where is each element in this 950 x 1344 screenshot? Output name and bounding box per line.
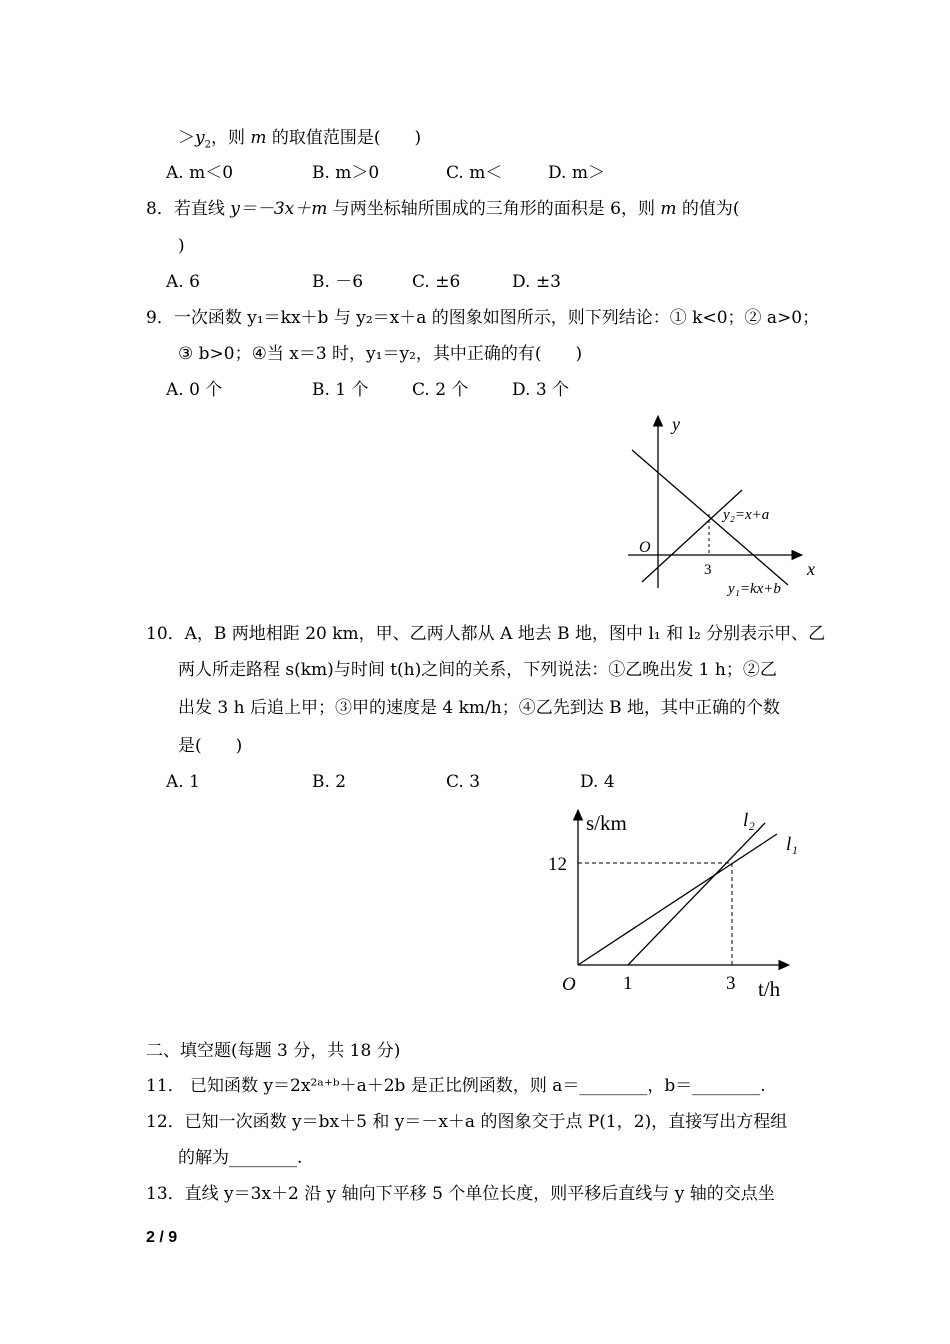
q7-option-c: C. m＜ [446, 163, 503, 183]
q10-line-l2 [628, 823, 765, 965]
q9-option-a: A. 0 个 [166, 380, 223, 400]
page-number: 2 / 9 [146, 1229, 178, 1246]
q7-option-a: A. m＜0 [166, 163, 234, 183]
q9-tick-3: 3 [704, 562, 712, 578]
q10-x-tick-1: 1 [623, 973, 633, 994]
q10-y-axis-label: s/km [586, 811, 627, 835]
q10-option-a: A. 1 [166, 772, 200, 792]
q10-origin-label: O [562, 974, 576, 995]
q9-stem-line2: ③ b>0；④当 x＝3 时，y₁＝y₂，其中正确的有( ) [178, 344, 583, 364]
q10-x-tick-3: 3 [726, 973, 736, 994]
q8-option-c: C. ±6 [412, 272, 461, 292]
q9-figure [620, 410, 820, 605]
q9-x-axis-label: x [807, 559, 815, 579]
q10-figure [540, 800, 815, 1005]
q10-label-l2: l₂ [743, 810, 755, 831]
q10-x-axis-label: t/h [758, 977, 781, 1001]
q10-line-l1 [578, 834, 777, 965]
q9-line-y2 [642, 490, 742, 582]
q9-option-c: C. 2 个 [412, 380, 469, 400]
q9-option-d: D. 3 个 [512, 380, 570, 400]
q9-origin-label: O [639, 539, 651, 556]
q10-option-c: C. 3 [446, 772, 481, 792]
q9-label-y1: y₁=kx+b [728, 581, 781, 597]
q9-y-axis-label: y [672, 414, 680, 434]
q8-option-a: A. 6 [166, 272, 200, 292]
q12-stem-line1: 12．已知一次函数 y＝bx＋5 和 y＝－x＋a 的图象交于点 P(1，2)，直接写出方程组 [146, 1112, 788, 1132]
q8-option-b: B. －6 [312, 272, 364, 292]
q10-stem-line1: 10．A，B 两地相距 20 km，甲、乙两人都从 A 地去 B 地，图中 l₁ 和 l₂ 分别表示甲、乙 [146, 624, 826, 644]
q10-stem-line3: 出发 3 h 后追上甲；③甲的速度是 4 km/h；④乙先到达 B 地，其中正确的个数 [178, 698, 780, 718]
q10-label-l1: l₁ [786, 834, 798, 855]
q11-stem: 11． 已知函数 y＝2x²ᵃ⁺ᵇ＋a＋2b 是正比例函数，则 a＝________，b＝________. [146, 1076, 766, 1096]
q8-stem: 8．若直线 y＝－3x＋m 与两坐标轴所围成的三角形的面积是 6，则 m 的值为( [146, 199, 740, 219]
q12-stem-line2: 的解为________. [178, 1148, 303, 1168]
q8-stem-end: ) [178, 236, 185, 256]
q9-stem-line1: 9．一次函数 y₁＝kx＋b 与 y₂＝x＋a 的图象如图所示，则下列结论：① k<0；② a>0； [146, 308, 820, 328]
q7-continuation: $>y_2$，则 m 的取值范围是( ) [178, 128, 422, 151]
q9-label-y2: y₂=x+a [723, 507, 770, 523]
q7-option-d: D. m＞ [548, 163, 605, 183]
q13-stem-line1: 13．直线 y＝3x＋2 沿 y 轴向下平移 5 个单位长度，则平移后直线与 y 轴的交点坐 [146, 1184, 775, 1204]
q10-y-tick-12: 12 [548, 854, 567, 875]
q10-stem-line4: 是( ) [178, 736, 243, 756]
section-2-title: 二、填空题(每题 3 分，共 18 分) [146, 1041, 401, 1061]
q8-option-d: D. ±3 [512, 272, 561, 292]
q9-option-b: B. 1 个 [312, 380, 369, 400]
q10-option-d: D. 4 [580, 772, 615, 792]
q10-option-b: B. 2 [312, 772, 347, 792]
q10-stem-line2: 两人所走路程 s(km)与时间 t(h)之间的关系，下列说法：①乙晚出发 1 h；②乙 [178, 660, 777, 680]
q7-option-b: B. m＞0 [312, 163, 380, 183]
